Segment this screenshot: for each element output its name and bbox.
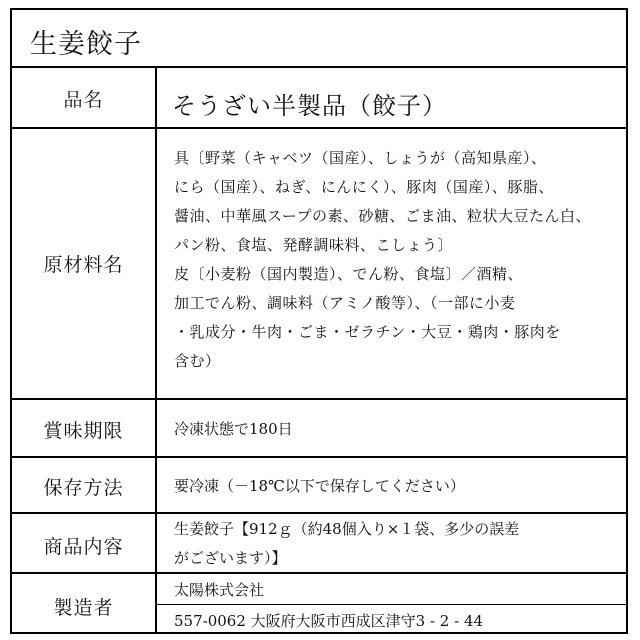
- ingredients-list: [174, 144, 591, 376]
- manufacturer-label: 製造者: [53, 597, 114, 619]
- name-value: そうざい半製品（餃子）: [172, 92, 447, 120]
- name-label: 品名: [63, 89, 104, 111]
- best-before-value: 冷凍状態で180日: [174, 420, 293, 438]
- ingredients-label: 原材料名: [43, 254, 124, 276]
- row-divider: [12, 127, 626, 129]
- food-label-table: [10, 8, 628, 634]
- row-divider: [12, 572, 626, 574]
- ingredients-line: 加工でん粉、調味料（アミノ酸等）、（一部に小麦: [174, 294, 516, 312]
- ingredients-line: 含む）: [174, 352, 221, 370]
- column-divider: [155, 66, 157, 632]
- contents-label: 商品内容: [43, 536, 124, 558]
- ingredients-line: 皮〔小麦粉（国内製造）、でん粉、食塩〕／酒精、: [174, 265, 524, 283]
- ingredients-line: パン粉、食塩、発酵調味料、こしょう〕: [174, 236, 454, 254]
- ingredients-line: 具〔野菜（キャベツ（国産）、しょうが（高知県産）、: [174, 149, 547, 167]
- storage-value: 要冷凍（－18℃以下で保存してください）: [174, 477, 465, 495]
- best-before-label: 賞味期限: [43, 420, 124, 442]
- ingredients-line: 醤油、中華風スープの素、砂糖、ごま油、粒状大豆たん白、: [174, 207, 592, 225]
- manufacturer-company: 太陽株式会社: [174, 581, 265, 599]
- product-title: 生姜餃子: [30, 29, 142, 60]
- storage-label: 保存方法: [43, 477, 124, 499]
- row-divider: [12, 512, 626, 514]
- ingredients-line: ・乳成分・牛肉・ごま・ゼラチン・大豆・鶏肉・豚肉を: [174, 323, 561, 341]
- contents-line: がございます）】: [174, 549, 287, 567]
- row-divider: [12, 398, 626, 400]
- manufacturer-inner-divider: [155, 604, 626, 605]
- ingredients-line: にら（国産）、ねぎ、にんにく）、豚肉（国産）、豚脂、: [174, 178, 554, 196]
- row-divider: [12, 66, 626, 68]
- manufacturer-address: 557-0062 大阪府大阪市西成区津守3 - 2 - 44: [174, 612, 484, 630]
- contents-line: 生姜餃子【912ｇ（約48個入り×１袋、多少の誤差: [174, 520, 520, 538]
- row-divider: [12, 456, 626, 458]
